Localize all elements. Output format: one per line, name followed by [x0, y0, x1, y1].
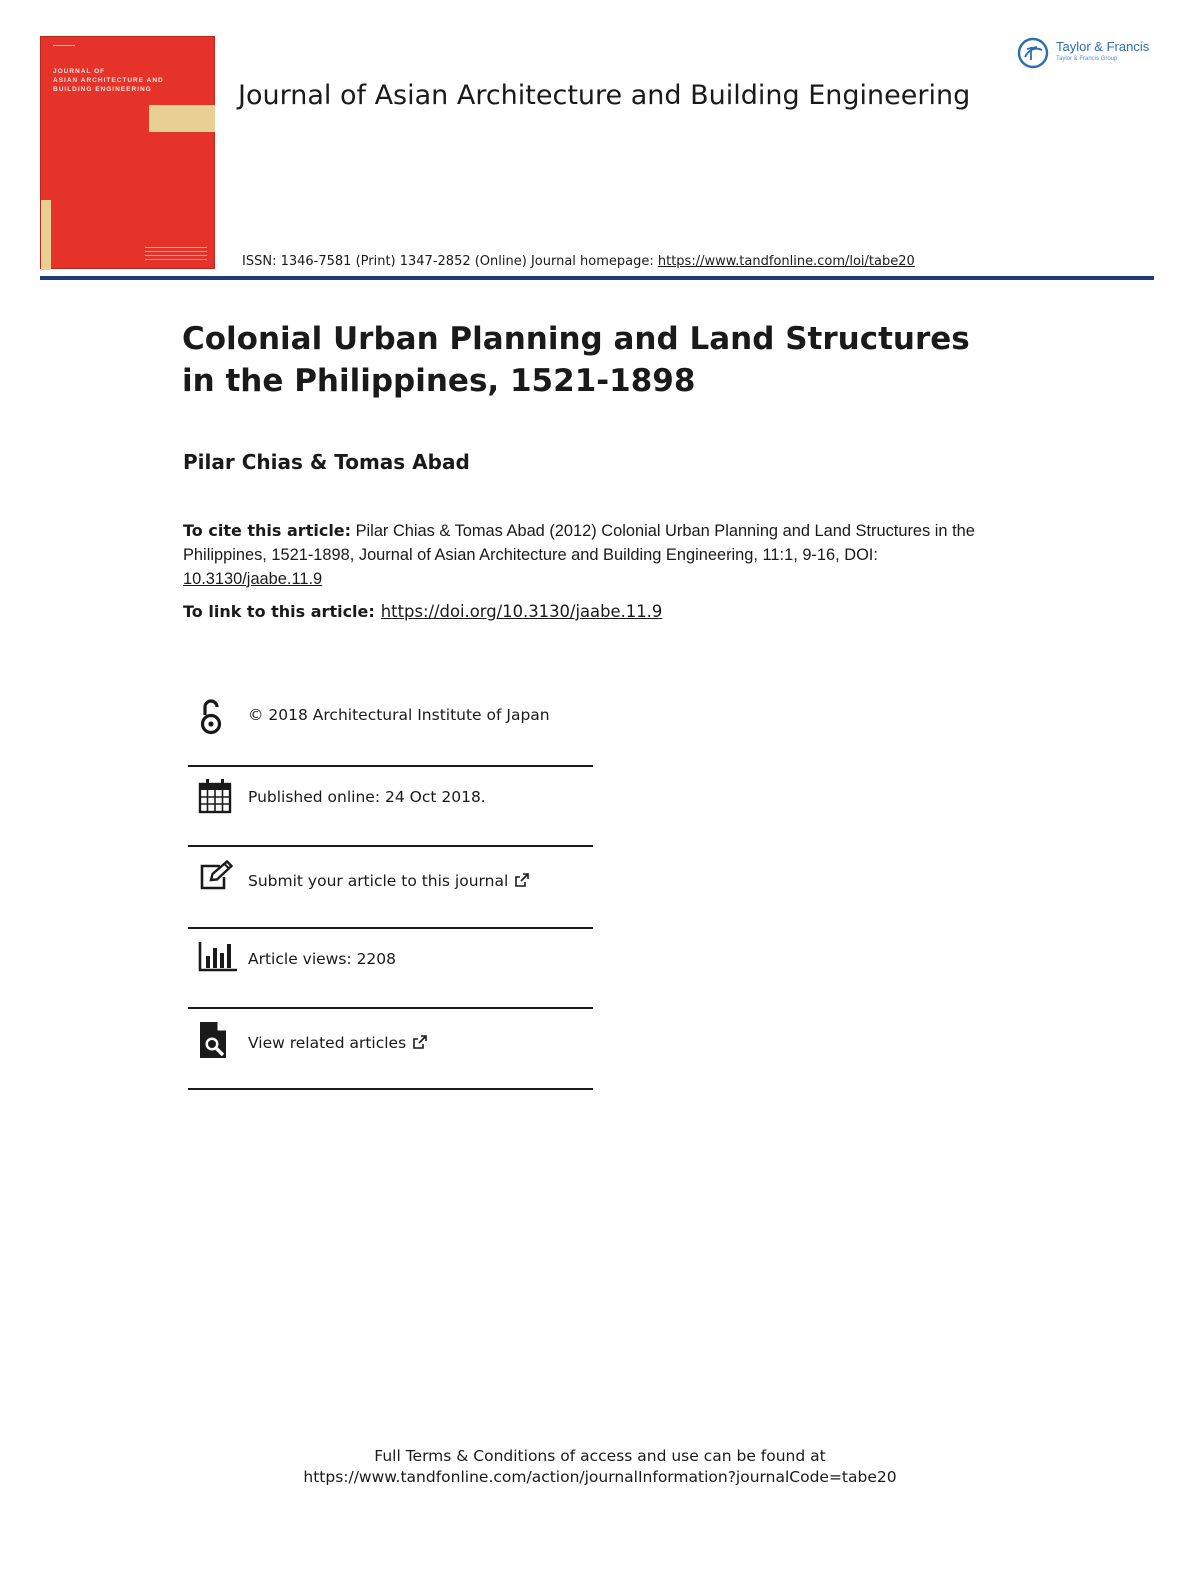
- copyright-text: © 2018 Architectural Institute of Japan: [248, 706, 550, 724]
- terms-text: Full Terms & Conditions of access and use can be found at: [374, 1447, 826, 1465]
- journal-information-link[interactable]: https://www.tandfonline.com/action/journalInformation?journalCode=tabe20: [303, 1468, 897, 1486]
- external-link-icon: [412, 1034, 428, 1050]
- article-doi-url-link[interactable]: https://doi.org/10.3130/jaabe.11.9: [380, 602, 663, 621]
- journal-cover: [40, 36, 215, 269]
- divider: [188, 1088, 593, 1090]
- published-date-text: Published online: 24 Oct 2018.: [248, 788, 486, 806]
- divider: [188, 927, 593, 929]
- submit-article-text: Submit your article to this journal: [248, 872, 509, 890]
- cover-title-line: JOURNAL OF: [53, 68, 106, 75]
- cover-accent-strip: [41, 200, 51, 270]
- cover-title-line: ASIAN ARCHITECTURE AND: [53, 77, 164, 84]
- cover-publisher-mark: [53, 45, 75, 52]
- footer: [0, 1446, 1200, 1488]
- article-link-label: To link to this article:: [183, 602, 375, 621]
- publisher-tagline: Taylor & Francis Group: [1056, 56, 1118, 62]
- cover-title: [53, 67, 203, 94]
- external-link-icon: [514, 872, 530, 888]
- submit-article-item[interactable]: [188, 858, 593, 902]
- article-link-row: [183, 602, 662, 621]
- calendar-icon: [198, 778, 232, 814]
- related-articles-item[interactable]: [188, 1020, 593, 1064]
- cover-accent-block: [149, 105, 215, 132]
- article-title: Colonial Urban Planning and Land Structures in the Philippines, 1521-1898: [182, 321, 970, 399]
- issn-line: [242, 254, 915, 269]
- cover-fine-print: [145, 247, 207, 263]
- publisher-name: Taylor & Francis: [1056, 39, 1150, 54]
- doi-link[interactable]: 10.3130/jaabe.11.9: [183, 570, 323, 588]
- citation-text: Pilar Chias & Tomas Abad (2012) Colonial Urban Planning and Land Structures in the Philippines, 1521-1898, Journal of Asian Architecture and Building Engineering, 11:1, 9-16, DOI:: [183, 522, 975, 564]
- related-articles-link[interactable]: [248, 1034, 428, 1052]
- divider: [188, 1007, 593, 1009]
- copyright-item: [188, 696, 593, 740]
- related-articles-text: View related articles: [248, 1034, 407, 1052]
- issn-text: ISSN: 1346-7581 (Print) 1347-2852 (Online) Journal homepage:: [242, 254, 658, 269]
- citation: [183, 519, 1013, 591]
- citation-label: To cite this article:: [183, 521, 352, 540]
- journal-title: Journal of Asian Architecture and Building Engineering: [238, 80, 971, 111]
- article-views-text: Article views: 2208: [248, 950, 397, 968]
- published-item: [188, 778, 593, 818]
- journal-homepage-link[interactable]: https://www.tandfonline.com/loi/tabe20: [657, 254, 915, 269]
- open-access-icon: [198, 698, 224, 736]
- divider: [188, 765, 593, 767]
- divider: [188, 845, 593, 847]
- bar-chart-icon: [198, 940, 238, 972]
- header-rule: [40, 276, 1154, 280]
- article-views-item: [188, 940, 593, 980]
- document-search-icon: [198, 1020, 230, 1060]
- cover-title-line: BUILDING ENGINEERING: [53, 86, 152, 93]
- edit-icon: [198, 860, 234, 892]
- article-authors: Pilar Chias & Tomas Abad: [183, 450, 470, 474]
- submit-article-link[interactable]: [248, 872, 530, 890]
